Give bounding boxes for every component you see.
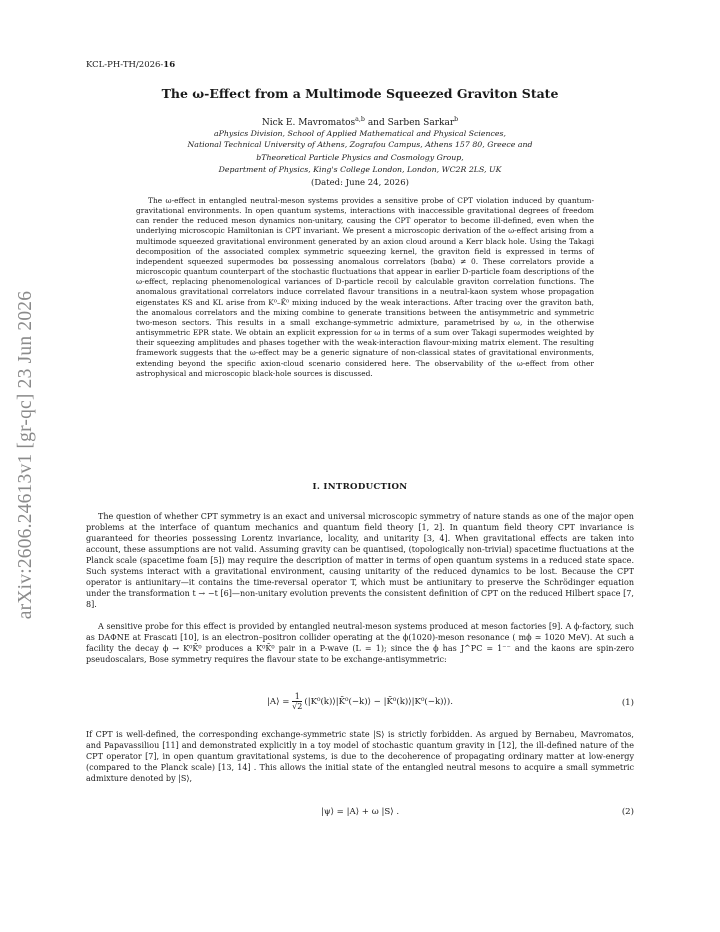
fraction-denominator: √2 [292,702,303,711]
body-paragraph: A sensitive probe for this effect is provided by entangled neutral-meson systems produced at meson factories [9]. A ϕ-factory, such as DAΦNE at Frascati [10], is an electron–positron collider operating at the ϕ(1020)-meson resonance ( mϕ ≃ 1020 MeV). At such a facility the decay ϕ → K⁰K̄⁰ produces a K⁰K̄⁰ pair in a P-wave (L = 1); since the ϕ has J^PC = 1⁻⁻ and the kaons are spin-zero pseudoscalars, Bose symmetry requires the flavour state to be exchange-antisymmetric: [86,622,634,665]
fraction-numerator: 1 [292,692,302,702]
arxiv-side-stamp [6,255,46,655]
affiliation-line: National Technical University of Athens, Zografou Campus, Athens 157 80, Greece and [187,140,533,149]
equation-1-fraction [292,692,302,711]
author-1: Nick E. Mavromatos [261,118,356,128]
equation-1-rhs: (|K⁰(k)⟩|K̄⁰(−k)⟩ − |K̄⁰(k)⟩|K⁰(−k)⟩). [304,697,453,707]
author-2: and Sarben Sarkar [364,118,455,128]
author-2-affil: b [454,116,459,123]
equation-2-body: |ψ⟩ = |A⟩ + ω |S⟩ . [320,807,400,817]
equation-2 [86,807,634,821]
equation-1-lhs: |A⟩ = [267,697,290,707]
report-number [86,60,175,70]
abstract: The ω-effect in entangled neutral-meson systems provides a sensitive probe of CPT violation induced by quantum-gravitational environments. In open quantum systems, interactions with inaccessible gravitational degrees of freedom can render the reduced meson dynamics non-unitary, causing the CPT operator to become ill-defined, even when the underlying microscopic Hamiltonian is CPT invariant. We present a microscopic derivation of the ω-effect arising from a multimode squeezed gravitational environment generated by an axion cloud around a Kerr black hole. Using the Takagi decomposition of the associated complex symmetric squeezing kernel, the graviton field is expressed in terms of independent squeezed supermodes bα possessing anomalous correlators ⟨bαbα⟩ ≠ 0. These correlators provide a microscopic quantum counterpart of the stochastic fluctuations that appear in earlier D-particle foam descriptions of the ω-effect, replacing phenomenological variances of D-particle recoil by calculable graviton correlation functions. The anomalous gravitational correlators induce correlated flavour transitions in a neutral-kaon system whose propagation eigenstates KS and KL arise from K⁰–K̄⁰ mixing induced by the weak interactions. After tracing over the graviton bath, the anomalous correlators and the mixing combine to generate transitions between the antisymmetric and symmetric two-meson sectors. This results in a small exchange-symmetric admixture, parametrised by ω, in the otherwise antisymmetric EPR state. We obtain an explicit expression for ω in terms of a sum over Takagi supermodes weighted by their squeezing amplitudes and phases together with the weak-interaction flavour-mixing matrix element. The resulting framework suggests that the ω-effect may be a generic signature of non-classical states of gravitational environments, extending beyond the specific axion-cloud scenario considered here. The observability of the ω-effect from other astrophysical and microscopic black-hole sources is discussed. [136,196,594,378]
arxiv-identifier: arXiv:2606.24613v1 [gr-qc] 23 Jun 2026 [15,290,36,620]
equation-2-number: (2) [621,807,634,817]
affiliation-line: bTheoretical Particle Physics and Cosmology Group, [256,153,464,162]
equation-1 [86,690,634,716]
author-line [0,116,720,128]
section-heading: I. INTRODUCTION [312,482,408,492]
equation-1-number: (1) [621,698,634,708]
report-number-bold: 16 [163,60,176,70]
body-paragraph: The question of whether CPT symmetry is an exact and universal microscopic symmetry of nature stands as one of the major open problems at the interface of quantum mechanics and quantum field theory [1, 2]. In quantum field theory CPT invariance is guaranteed for theories possessing Lorentz invariance, locality, and unitarity [3, 4]. When gravitational effects are taken into account, these assumptions are not valid. Assuming gravity can be quantised, (topologically non-trivial) spacetime fluctuations at the Planck scale (spacetime foam [5]) may require the description of matter in terms of open quantum systems in a reduced state space. Such systems interact with a gravitational environment, causing unitarity of the reduced dynamics to be lost. Because the CPT operator is antiunitary—it contains the time-reversal operator T, which must be antiunitary to preserve the Schrödinger equation under the transformation t → −t [6]—non-unitary evolution prevents the consistent definition of CPT on the reduced Hilbert space [7, 8]. [86,512,634,610]
author-1-affil: a,b [355,116,365,123]
affiliation-line: Department of Physics, King's College London, London, WC2R 2LS, UK [218,165,502,174]
paper-title: The ω-Effect from a Multimode Squeezed Graviton State [161,86,559,101]
body-paragraph: If CPT is well-defined, the corresponding exchange-symmetric state |S⟩ is strictly forbidden. As argued by Bernabeu, Mavromatos, and Papavassiliou [11] and demonstrated explicitly in a toy model of stochastic quantum gravity in [12], the ill-defined nature of the CPT operator [7], in open quantum gravitational systems, is due to the decoherence of propagating ordinary matter at low-energy (compared to the Planck scale) [13, 14] . This allows the initial state of the entangled neutral mesons to acquire a small symmetric admixture denoted by |S⟩, [86,730,634,784]
affiliation-line: aPhysics Division, School of Applied Mathematical and Physical Sciences, [214,129,506,138]
report-prefix: KCL-PH-TH/2026- [86,60,164,70]
dated-line: (Dated: June 24, 2026) [311,178,409,188]
